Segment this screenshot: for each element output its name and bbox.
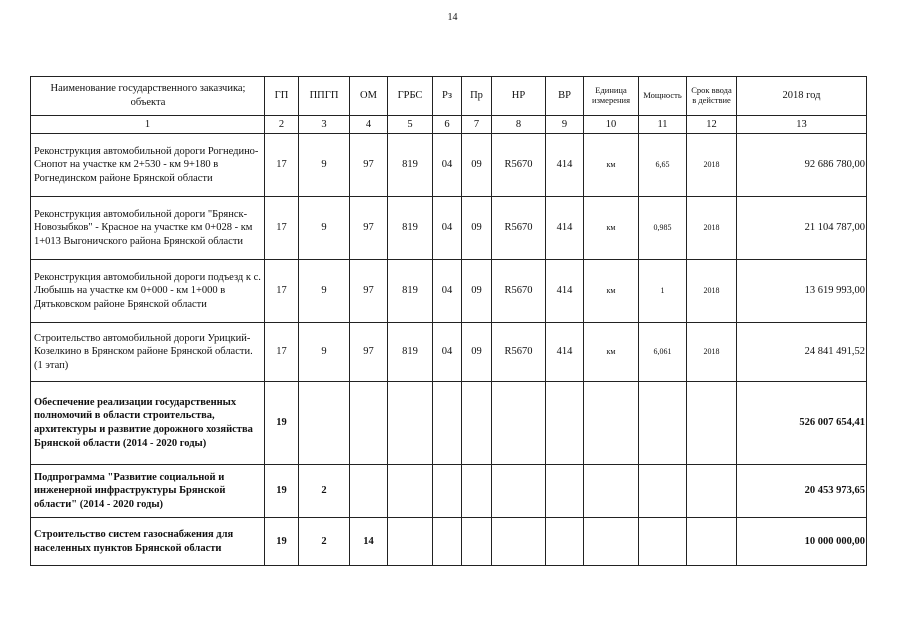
- cell-rz: 04: [433, 323, 462, 382]
- table-row: [31, 382, 867, 465]
- cell-ppgp: 9: [299, 197, 350, 260]
- header-vr: ВР: [546, 77, 584, 116]
- table-row: [31, 134, 867, 197]
- cell-vr: 414: [546, 134, 584, 197]
- cell-gp: 19: [265, 465, 299, 518]
- header-ppgp: ППГП: [299, 77, 350, 116]
- cell-pr: 09: [462, 197, 492, 260]
- header-unit: Единица измерения: [584, 77, 639, 116]
- table-row: [31, 197, 867, 260]
- column-number: 8: [492, 116, 546, 134]
- header-grbs: ГРБС: [388, 77, 433, 116]
- cell-term: 2018: [687, 323, 737, 382]
- table-row: [31, 323, 867, 382]
- cell-term: 2018: [687, 134, 737, 197]
- cell-gp: 19: [265, 382, 299, 465]
- cell-amount: 13 619 993,00: [737, 260, 867, 323]
- header-capacity: Мощность: [639, 77, 687, 116]
- column-number: 4: [350, 116, 388, 134]
- cell-amount: 20 453 973,65: [737, 465, 867, 518]
- cell-unit: [584, 465, 639, 518]
- cell-unit: [584, 382, 639, 465]
- header-om: ОМ: [350, 77, 388, 116]
- cell-name: Строительство автомобильной дороги Урицкий-Козелкино в Брянском районе Брянской области. (1 этап): [31, 323, 265, 382]
- header-gp: ГП: [265, 77, 299, 116]
- cell-pr: [462, 518, 492, 566]
- cell-ppgp: 9: [299, 260, 350, 323]
- cell-rz: 04: [433, 134, 462, 197]
- cell-nr: R5670: [492, 260, 546, 323]
- cell-pr: 09: [462, 134, 492, 197]
- cell-nr: R5670: [492, 134, 546, 197]
- cell-om: 97: [350, 323, 388, 382]
- header-rz: Рз: [433, 77, 462, 116]
- cell-unit: [584, 518, 639, 566]
- cell-rz: [433, 382, 462, 465]
- cell-vr: [546, 382, 584, 465]
- budget-table: [30, 76, 867, 566]
- cell-rz: [433, 518, 462, 566]
- table-row: [31, 518, 867, 566]
- cell-rz: 04: [433, 260, 462, 323]
- cell-om: 97: [350, 134, 388, 197]
- cell-pr: [462, 382, 492, 465]
- header-nr: НР: [492, 77, 546, 116]
- cell-om: 14: [350, 518, 388, 566]
- cell-ppgp: 2: [299, 518, 350, 566]
- cell-gp: 17: [265, 260, 299, 323]
- cell-nr: [492, 518, 546, 566]
- cell-ppgp: [299, 382, 350, 465]
- cell-grbs: 819: [388, 134, 433, 197]
- cell-ppgp: 9: [299, 323, 350, 382]
- cell-capacity: [639, 465, 687, 518]
- cell-nr: [492, 382, 546, 465]
- cell-term: [687, 518, 737, 566]
- cell-amount: 21 104 787,00: [737, 197, 867, 260]
- cell-nr: R5670: [492, 197, 546, 260]
- column-number: 2: [265, 116, 299, 134]
- cell-rz: 04: [433, 197, 462, 260]
- cell-om: 97: [350, 260, 388, 323]
- cell-grbs: [388, 465, 433, 518]
- cell-unit: км: [584, 260, 639, 323]
- header-term: Срок ввода в действие: [687, 77, 737, 116]
- cell-grbs: [388, 382, 433, 465]
- cell-rz: [433, 465, 462, 518]
- cell-amount: 24 841 491,52: [737, 323, 867, 382]
- column-number: 11: [639, 116, 687, 134]
- cell-name: Обеспечение реализации государственных полномочий в области строительства, архитектуры и развитие дорожного хозяйства Брянской области (2014 - 2020 годы): [31, 382, 265, 465]
- cell-om: [350, 382, 388, 465]
- header-row: [31, 77, 867, 116]
- column-numbers-row: [31, 116, 867, 134]
- cell-capacity: 6,061: [639, 323, 687, 382]
- cell-term: 2018: [687, 260, 737, 323]
- cell-amount: 526 007 654,41: [737, 382, 867, 465]
- column-number: 6: [433, 116, 462, 134]
- column-number: 7: [462, 116, 492, 134]
- column-number: 13: [737, 116, 867, 134]
- cell-vr: 414: [546, 197, 584, 260]
- cell-pr: 09: [462, 323, 492, 382]
- cell-unit: км: [584, 323, 639, 382]
- cell-gp: 17: [265, 134, 299, 197]
- cell-capacity: [639, 518, 687, 566]
- cell-gp: 17: [265, 323, 299, 382]
- cell-capacity: 1: [639, 260, 687, 323]
- cell-term: [687, 382, 737, 465]
- column-number: 1: [31, 116, 265, 134]
- cell-pr: [462, 465, 492, 518]
- cell-vr: 414: [546, 323, 584, 382]
- column-number: 9: [546, 116, 584, 134]
- header-year: 2018 год: [737, 77, 867, 116]
- cell-grbs: 819: [388, 260, 433, 323]
- cell-capacity: 6,65: [639, 134, 687, 197]
- cell-pr: 09: [462, 260, 492, 323]
- cell-term: [687, 465, 737, 518]
- cell-amount: 10 000 000,00: [737, 518, 867, 566]
- column-number: 10: [584, 116, 639, 134]
- cell-vr: [546, 518, 584, 566]
- page-number: 14: [447, 12, 458, 23]
- cell-ppgp: 2: [299, 465, 350, 518]
- cell-ppgp: 9: [299, 134, 350, 197]
- cell-name: Строительство систем газоснабжения для населенных пунктов Брянской области: [31, 518, 265, 566]
- cell-gp: 17: [265, 197, 299, 260]
- column-number: 12: [687, 116, 737, 134]
- cell-term: 2018: [687, 197, 737, 260]
- cell-grbs: [388, 518, 433, 566]
- cell-gp: 19: [265, 518, 299, 566]
- header-pr: Пр: [462, 77, 492, 116]
- cell-grbs: 819: [388, 197, 433, 260]
- cell-om: [350, 465, 388, 518]
- cell-name: Подпрограмма "Развитие социальной и инженерной инфраструктуры Брянской области" (2014 - 2020 годы): [31, 465, 265, 518]
- cell-name: Реконструкция автомобильной дороги "Брянск-Новозыбков" - Красное на участке км 0+028 - км 1+013 Выгоничского района Брянской области: [31, 197, 265, 260]
- cell-name: Реконструкция автомобильной дороги Рогнедино-Снопот на участке км 2+530 - км 9+180 в Рогнединском районе Брянской области: [31, 134, 265, 197]
- cell-capacity: [639, 382, 687, 465]
- cell-vr: 414: [546, 260, 584, 323]
- table-row: [31, 260, 867, 323]
- cell-grbs: 819: [388, 323, 433, 382]
- header-name: Наименование государственного заказчика; объекта: [31, 77, 265, 116]
- table-row: [31, 465, 867, 518]
- cell-capacity: 0,985: [639, 197, 687, 260]
- column-number: 3: [299, 116, 350, 134]
- cell-om: 97: [350, 197, 388, 260]
- column-number: 5: [388, 116, 433, 134]
- cell-name: Реконструкция автомобильной дороги подъезд к с. Любышь на участке км 0+000 - км 1+000 в Дятьковском районе Брянской области: [31, 260, 265, 323]
- cell-nr: [492, 465, 546, 518]
- cell-unit: км: [584, 197, 639, 260]
- cell-vr: [546, 465, 584, 518]
- cell-nr: R5670: [492, 323, 546, 382]
- cell-amount: 92 686 780,00: [737, 134, 867, 197]
- cell-unit: км: [584, 134, 639, 197]
